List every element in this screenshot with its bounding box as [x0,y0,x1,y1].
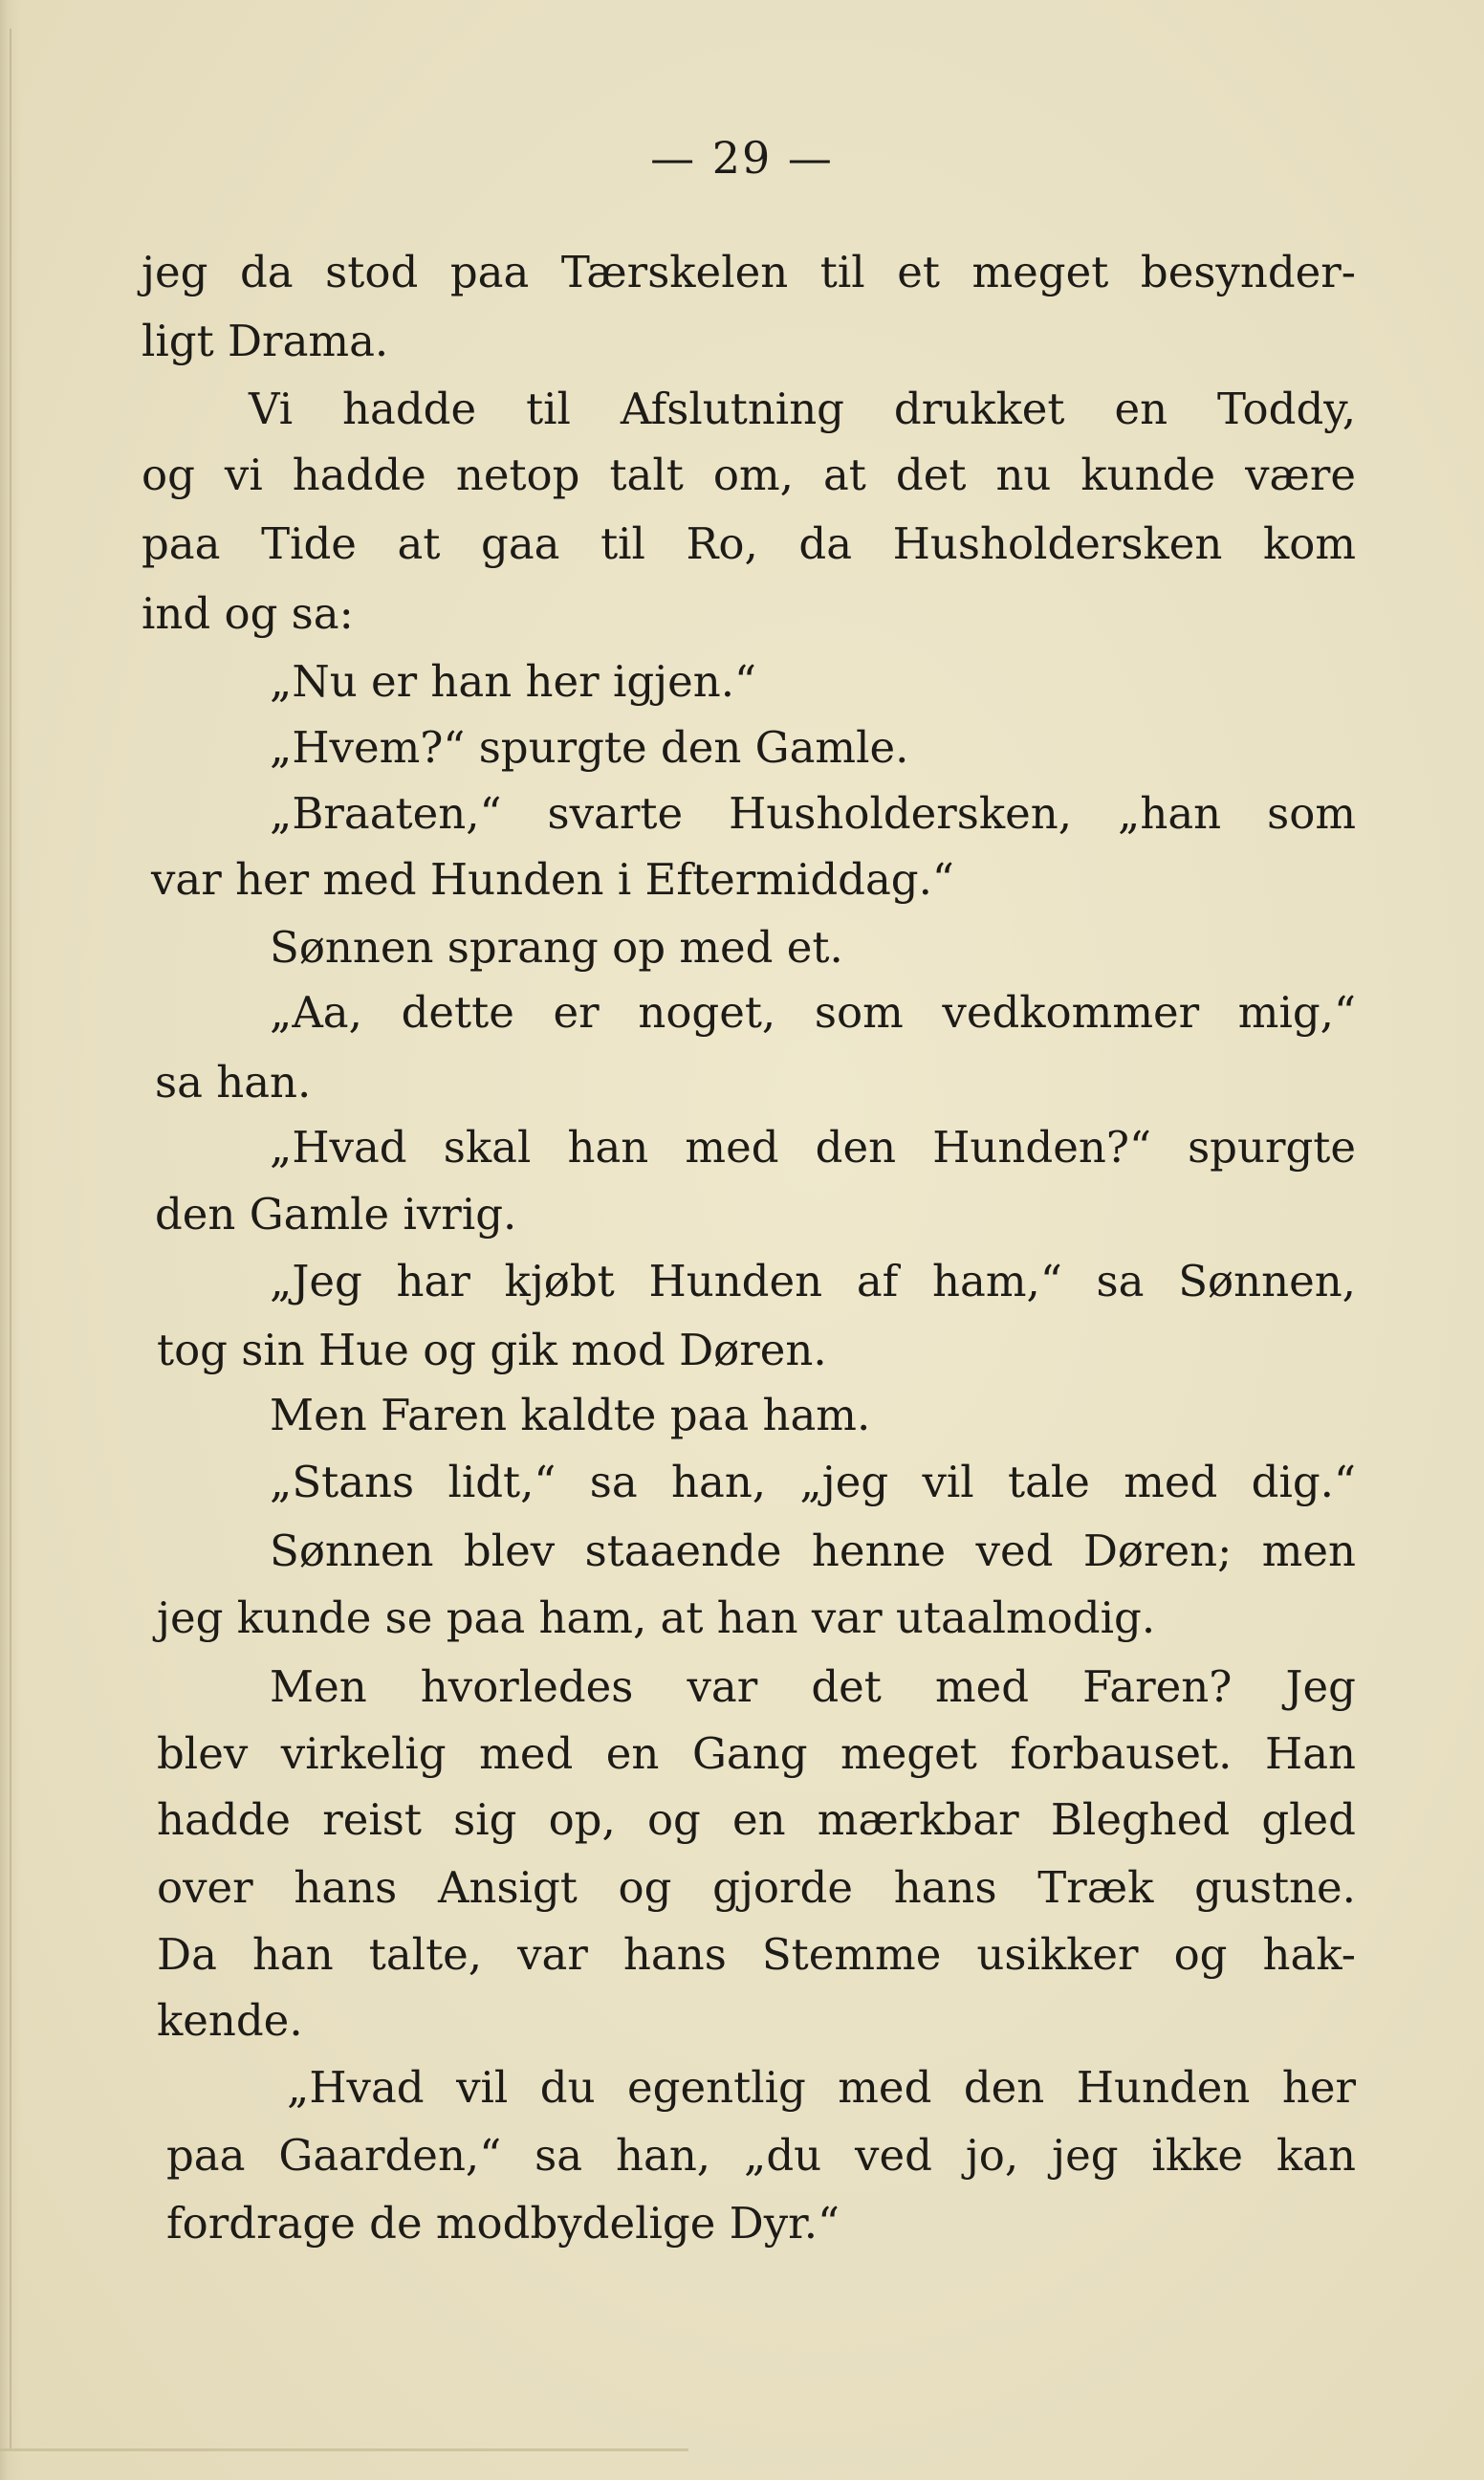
text-line-3: Vi hadde til Afslutning drukket en Toddy, [249,384,1356,434]
page-number: — 29 — [650,132,834,184]
text-line-9: „Braaten,“ svarte Husholdersken, „han som [270,788,1356,839]
text-line-13: sa han. [155,1057,312,1108]
text-line-5: paa Tide at gaa til Ro, da Husholdersken kom [142,518,1356,569]
text-line-14: „Hvad skal han med den Hunden?“ spurgte [270,1122,1356,1173]
text-line-23: blev virkelig med en Gang meget forbauset. Han [157,1728,1356,1779]
text-line-28: „Hvad vil du egentlig med den Hunden her [287,2062,1356,2113]
text-line-16: „Jeg har kjøbt Hunden af ham,“ sa Sønnen, [270,1256,1356,1306]
text-line-29: paa Gaarden,“ sa han, „du ved jo, jeg ikke kan [166,2130,1356,2181]
text-line-21: jeg kunde se paa ham, at han var utaalmodig. [157,1592,1156,1643]
text-line-7: „Nu er han her igjen.“ [270,656,757,707]
text-line-17: tog sin Hue og gik mod Døren. [157,1325,827,1375]
text-line-19: „Stans lidt,“ sa han, „jeg vil tale med dig.“ [270,1457,1356,1507]
text-line-24: hadde reist sig op, og en mærkbar Bleghed gled [157,1794,1356,1845]
text-line-8: „Hvem?“ spurgte den Gamle. [270,722,909,773]
text-line-26: Da han talte, var hans Stemme usikker og hak- [157,1929,1356,1980]
text-line-18: Men Faren kaldte paa ham. [270,1390,871,1440]
text-line-30: fordrage de modbydelige Dyr.“ [166,2198,840,2249]
page-bottom-edge [0,2448,688,2451]
text-line-15: den Gamle ivrig. [155,1189,517,1240]
text-line-12: „Aa, dette er noget, som vedkommer mig,“ [270,987,1356,1038]
text-line-25: over hans Ansigt og gjorde hans Træk gustne. [157,1862,1356,1913]
text-line-10: var her med Hunden i Eftermiddag.“ [151,854,954,905]
text-line-20: Sønnen blev staaende henne ved Døren; men [270,1525,1356,1576]
page-binding-line [10,29,11,2448]
text-line-22: Men hvorledes var det med Faren? Jeg [270,1661,1356,1712]
text-line-4: og vi hadde netop talt om, at det nu kunde være [142,450,1356,500]
text-line-6: ind og sa: [142,588,354,639]
text-line-11: Sønnen sprang op med et. [270,922,843,973]
text-line-27: kende. [157,1995,303,2046]
text-line-2: ligt Drama. [142,316,389,366]
text-line-1: jeg da stod paa Tærskelen til et meget besynder- [142,247,1356,297]
